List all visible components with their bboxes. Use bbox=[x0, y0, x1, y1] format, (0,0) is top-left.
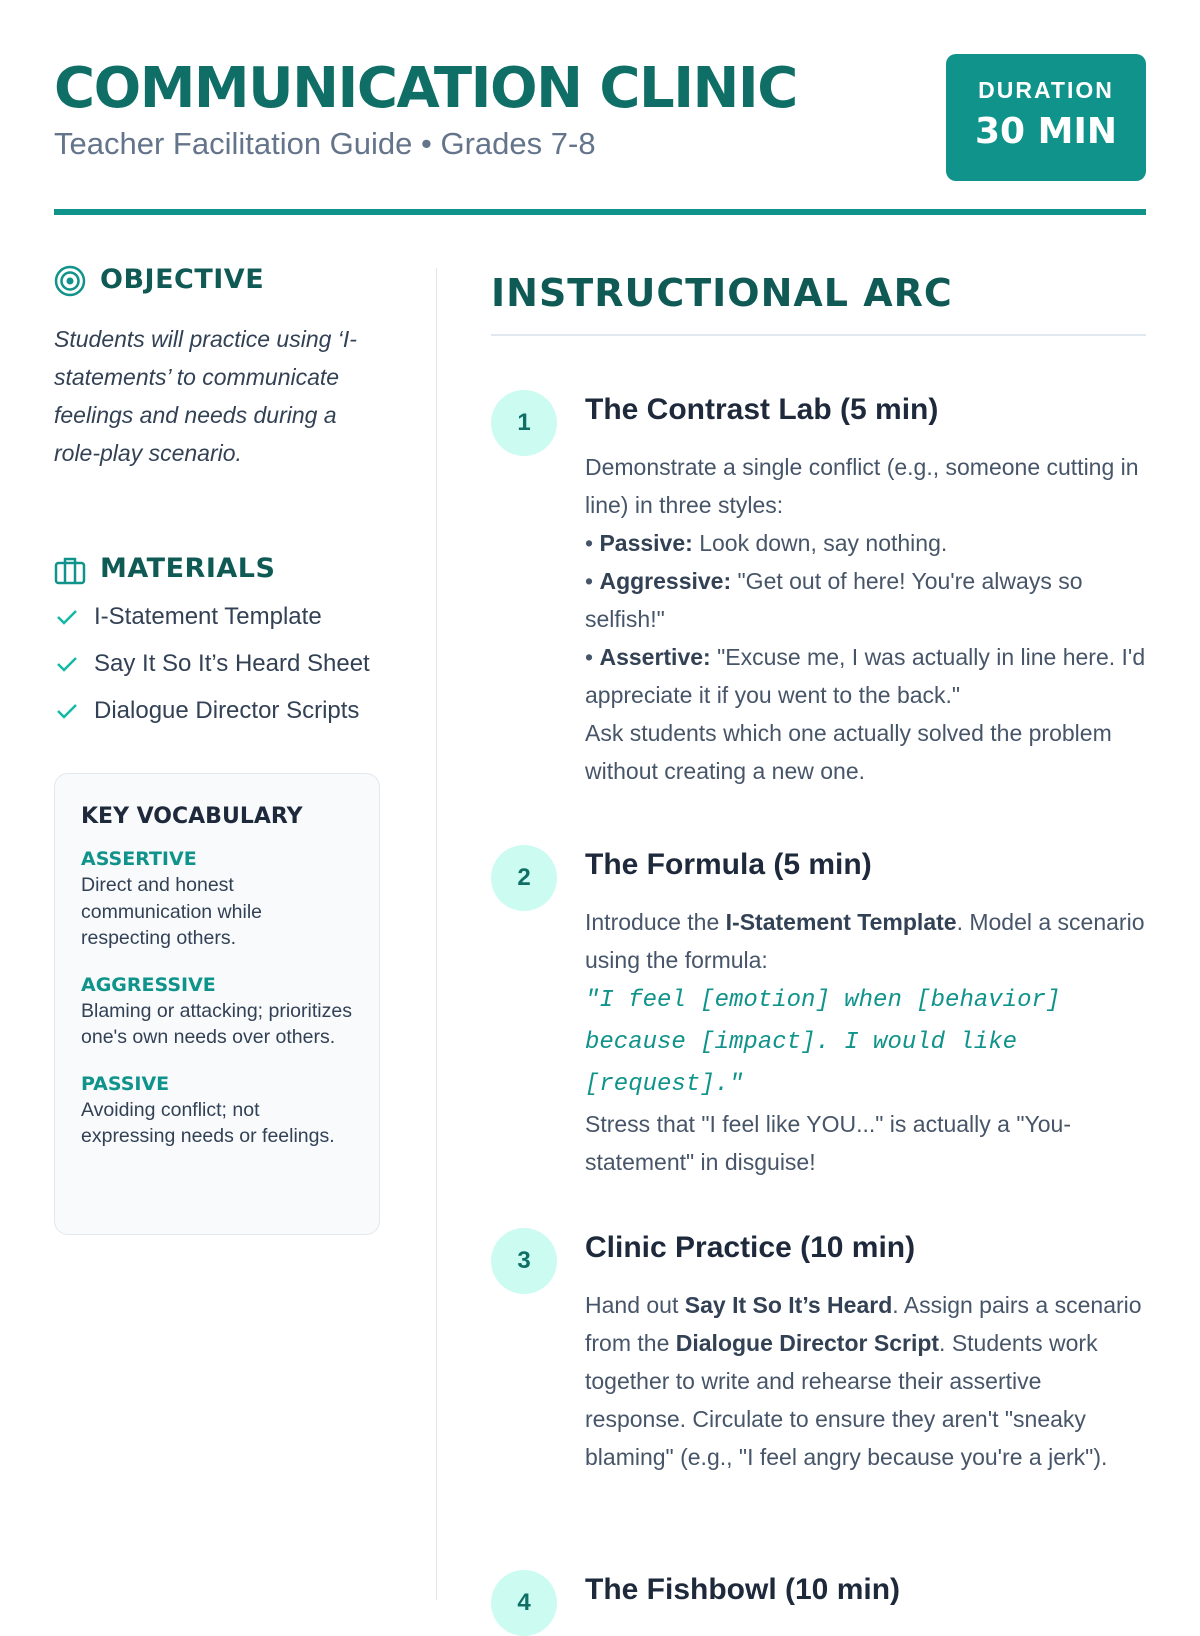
vocab-term-name: AGGRESSIVE bbox=[81, 973, 216, 996]
style-example: "Excuse me, I was actually in line here. I'd appreciate it if you went to the back." bbox=[585, 644, 1146, 708]
step-text: . Students work together to write and rehearse their assertive response. Circulate to ensure they aren't "sneaky blaming" (e.g., "I feel angry because you're a jerk"). bbox=[585, 1330, 1108, 1470]
vocabulary-box bbox=[54, 773, 380, 1235]
step-outro: Stress that "I feel like YOU..." is actually a "You-statement" in disguise! bbox=[585, 1111, 1071, 1175]
page-title: COMMUNICATION CLINIC bbox=[54, 56, 797, 121]
duration-value: 30 MIN bbox=[975, 111, 1117, 152]
style-example: Look down, say nothing. bbox=[692, 530, 948, 556]
target-icon bbox=[54, 265, 86, 297]
materials-label: MATERIALS bbox=[100, 553, 276, 584]
style-example: "Get out of here! You're always so selfish!" bbox=[585, 568, 1083, 632]
step-body: Demonstrate a single conflict (e.g., someone cutting in line) in three styles: • Passive: Look down, say nothing. • Aggressive: "Get out of here! You're always so selfish!" • Assertive: "Excuse me, I was actually in line here. I'd appreciate it if you went to the back." Ask students which one actually solved the problem without creating a new one. bbox=[585, 454, 1146, 784]
objective-label: OBJECTIVE bbox=[100, 264, 265, 295]
step-text: Hand out bbox=[585, 1292, 685, 1318]
vocab-term-name: PASSIVE bbox=[81, 1072, 170, 1095]
material-item: Dialogue Director Scripts bbox=[94, 697, 360, 724]
vocabulary-heading: KEY VOCABULARY bbox=[81, 804, 303, 829]
step-title: The Contrast Lab (5 min) bbox=[585, 393, 939, 426]
step-title: Clinic Practice (10 min) bbox=[585, 1231, 916, 1264]
duration-badge bbox=[946, 54, 1146, 181]
column-divider bbox=[436, 268, 437, 1600]
i-statement-formula: "I feel [emotion] when [behavior] because [impact]. I would like [request]." bbox=[585, 987, 1061, 1098]
style-label: Passive: bbox=[599, 530, 693, 556]
vocab-term bbox=[81, 1071, 353, 1150]
vocab-term-definition: Direct and honest communication while respecting others. bbox=[81, 874, 262, 949]
material-reference: I-Statement Template bbox=[725, 909, 957, 935]
step-number: 1 bbox=[491, 390, 557, 456]
objective-text: Students will practice using ‘I-statements’ to communicate feelings and needs during a role-play scenario. bbox=[54, 326, 357, 466]
arc-title: INSTRUCTIONAL ARC bbox=[491, 271, 953, 315]
step-text: . Assign pairs a scenario from the bbox=[585, 1292, 1142, 1356]
step-body bbox=[585, 1286, 1146, 1476]
vocab-term-definition: Avoiding conflict; not expressing needs or feelings. bbox=[81, 1098, 335, 1147]
step-body bbox=[585, 903, 1146, 1181]
check-icon bbox=[56, 608, 78, 626]
check-icon bbox=[56, 655, 78, 673]
vocab-term bbox=[81, 846, 353, 952]
header bbox=[54, 54, 1146, 214]
arc-divider bbox=[491, 334, 1146, 336]
step-title: The Formula (5 min) bbox=[585, 848, 872, 881]
material-item: I-Statement Template bbox=[94, 603, 322, 630]
vocab-term-name: ASSERTIVE bbox=[81, 848, 197, 870]
vocab-term-definition: Blaming or attacking; prioritizes one's own needs over others. bbox=[81, 999, 352, 1048]
briefcase-icon bbox=[54, 554, 86, 586]
step-number: 4 bbox=[491, 1570, 557, 1636]
step-intro: Introduce the bbox=[585, 909, 726, 935]
material-item: Say It So It’s Heard Sheet bbox=[94, 650, 370, 677]
duration-label: DURATION bbox=[978, 77, 1114, 103]
page-subtitle: Teacher Facilitation Guide • Grades 7-8 bbox=[54, 126, 596, 161]
step-number: 3 bbox=[491, 1228, 557, 1294]
material-reference: Dialogue Director Script bbox=[675, 1330, 940, 1356]
step-intro: Demonstrate a single conflict (e.g., someone cutting in line) in three styles: bbox=[585, 454, 1139, 518]
style-label: Aggressive: bbox=[599, 568, 732, 594]
header-divider bbox=[54, 209, 1146, 215]
style-label: Assertive: bbox=[599, 644, 711, 670]
step-intro-cont: . Model a scenario using the formula: bbox=[585, 909, 1145, 973]
step-title: The Fishbowl (10 min) bbox=[585, 1573, 901, 1606]
material-reference: Say It So It’s Heard bbox=[684, 1292, 893, 1318]
check-icon bbox=[56, 702, 78, 720]
vocab-term bbox=[81, 972, 353, 1051]
step-number: 2 bbox=[491, 845, 557, 911]
step-outro: Ask students which one actually solved the problem without creating a new one. bbox=[585, 720, 1112, 784]
